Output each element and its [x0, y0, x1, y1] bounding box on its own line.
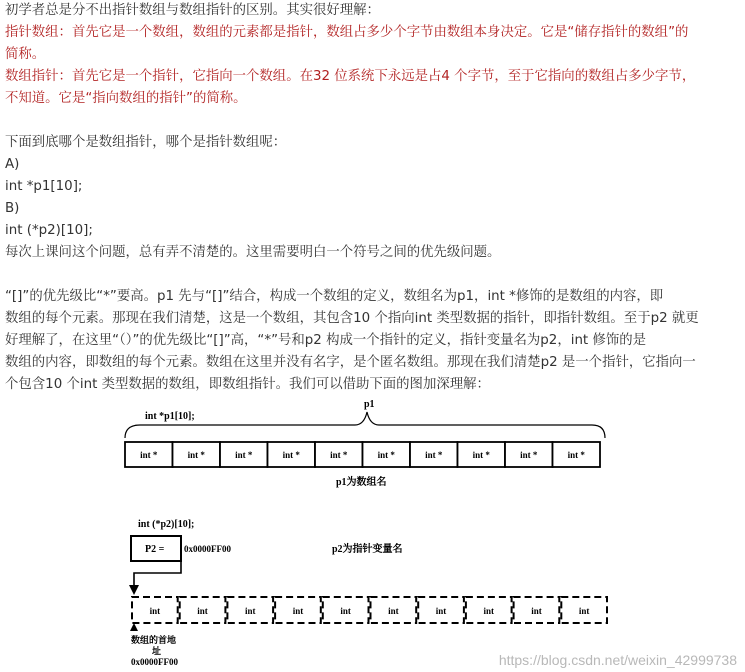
address-caption-2: 址 [152, 646, 162, 656]
note-text: 每次上课问这个问题，总有弄不清楚的。这里需要明白一个符号之间的优先级问题。 [5, 245, 501, 260]
figure2-array [132, 597, 607, 623]
address-value: 0x0000FF00 [131, 657, 178, 667]
figure1-brace [125, 412, 605, 438]
figure2-cell-label: int [197, 606, 208, 616]
address-marker [130, 623, 138, 631]
pointer-p2-caption: p2为指针变量名 [332, 544, 403, 555]
figure2-cell-label: int [388, 606, 399, 616]
pointer-arrow [134, 560, 181, 588]
explanation-line2: 数组的每个元素。那现在我们清楚，这是一个数组，其包含10 个指向int 类型数据的指针，即指针数组。至于p2 就更 [5, 311, 699, 326]
definition-array-pointer-line1: 数组指针：首先它是一个指针，它指向一个数组。在32 位系统下永远是占4 个字节，至于它指向的数组占多少字节， [5, 69, 696, 84]
figure1-cell-label: int * [140, 450, 158, 460]
option-b-label: B) [5, 201, 20, 216]
figure1-cell-label: int * [282, 450, 300, 460]
explanation-line4: 数组的内容，即数组的每个元素。数组在这里并没有名字，是个匿名数组。那现在我们清楚p2 是一个指针，它指向一 [5, 355, 696, 370]
definition-pointer-array-line1: 指针数组：首先它是一个数组，数组的元素都是指针，数组占多少个字节由数组本身决定。它是“储存指针的数组”的 [5, 25, 689, 40]
figure2-cell-label: int [578, 606, 590, 616]
pointer-p2-label: P2 = [145, 544, 165, 555]
figure1-cell-label: int * [520, 450, 538, 460]
figure2-cell-label: int [244, 606, 256, 616]
figure1-cell-label: int * [330, 450, 348, 460]
figure1-array [125, 442, 600, 467]
option-a-label: A) [5, 157, 20, 172]
figure2-cell-label: int [531, 606, 542, 616]
figure1-brace-label: p1 [364, 399, 375, 410]
intro-text: 初学者总是分不出指针数组与数组指针的区别。其实很好理解： [5, 3, 380, 18]
figure2-cell-label: int [292, 606, 304, 616]
figure1-cell-label: int * [377, 450, 395, 460]
figure1-cell-label: int * [472, 450, 490, 460]
figure1-cell-label: int * [187, 450, 205, 460]
explanation-line1: “[]”的优先级比“*”要高。p1 先与“[]”结合，构成一个数组的定义，数组名为p1，int *修饰的是数组的内容，即 [5, 289, 664, 304]
figure2-cell-label: int [483, 606, 495, 616]
figure1-cell-label: int * [235, 450, 253, 460]
figure1-declaration: int *p1[10]; [145, 411, 195, 422]
code-a: int *p1[10]; [5, 179, 83, 194]
pointer-p2-value: 0x0000FF00 [184, 544, 231, 554]
pointer-diagram [0, 392, 745, 672]
figure2-cell-label: int [340, 606, 351, 616]
question-text: 下面到底哪个是数组指针，哪个是指针数组呢： [5, 135, 287, 150]
definition-pointer-array-line2: 简称。 [5, 47, 46, 62]
pointer-arrowhead [129, 585, 139, 595]
watermark: https://blog.csdn.net/weixin_42999738 [498, 652, 737, 668]
figure1-cell-label: int * [567, 450, 585, 460]
explanation-line5: 个包含10 个int 类型数据的数组，即数组指针。我们可以借助下面的图加深理解： [5, 377, 490, 392]
figure1-caption: p1为数组名 [336, 477, 387, 488]
definition-array-pointer-line2: 不知道。它是“指向数组的指针”的简称。 [5, 91, 247, 106]
address-caption-1: 数组的首地 [131, 635, 177, 645]
figure2-cell-label: int [149, 606, 161, 616]
figure2-cell-label: int [435, 606, 447, 616]
code-b: int (*p2)[10]; [5, 223, 93, 238]
figure2-declaration: int (*p2)[10]; [138, 519, 195, 530]
figure1-cell-label: int * [425, 450, 443, 460]
explanation-line3: 好理解了，在这里“（）”的优先级比“[]”高，“*”号和p2 构成一个指针的定义，指针变量名为p2，int 修饰的是 [5, 333, 646, 348]
